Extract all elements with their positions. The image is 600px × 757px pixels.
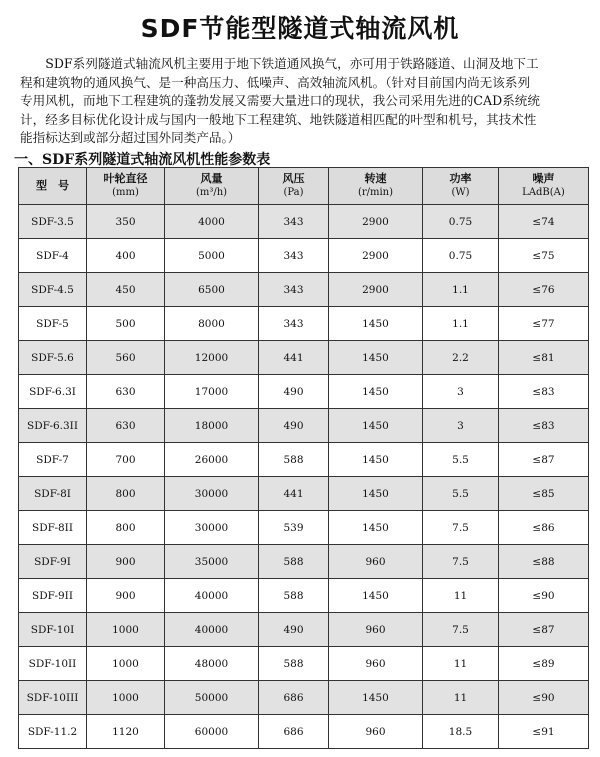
table-cell: 0.75 bbox=[423, 239, 499, 273]
table-cell: 500 bbox=[87, 307, 165, 341]
column-header-unit: (Pa) bbox=[283, 187, 304, 198]
table-row bbox=[19, 307, 589, 341]
column-header bbox=[165, 168, 259, 205]
table-cell: SDF-5.6 bbox=[19, 341, 87, 375]
table-cell: ≤76 bbox=[499, 273, 589, 307]
column-header bbox=[259, 168, 329, 205]
performance-table bbox=[18, 167, 589, 749]
column-header bbox=[19, 168, 87, 205]
table-cell: SDF-6.3I bbox=[19, 375, 87, 409]
table-cell: ≤88 bbox=[499, 545, 589, 579]
table-cell: SDF-9I bbox=[19, 545, 87, 579]
table-cell: 2.2 bbox=[423, 341, 499, 375]
table-cell: 1120 bbox=[87, 715, 165, 749]
table-cell: ≤90 bbox=[499, 579, 589, 613]
table-cell: 490 bbox=[259, 613, 329, 647]
table-cell: 4000 bbox=[165, 205, 259, 239]
table-cell: 1000 bbox=[87, 647, 165, 681]
table-cell: ≤91 bbox=[499, 715, 589, 749]
table-cell: 960 bbox=[329, 613, 423, 647]
table-row bbox=[19, 715, 589, 749]
column-header-label: 型 号 bbox=[36, 179, 69, 192]
table-header-row bbox=[19, 168, 589, 205]
intro-paragraph bbox=[20, 55, 586, 148]
table-cell: 8000 bbox=[165, 307, 259, 341]
table-cell: 11 bbox=[423, 647, 499, 681]
table-cell: ≤83 bbox=[499, 409, 589, 443]
table-cell: 7.5 bbox=[423, 511, 499, 545]
table-cell: SDF-9II bbox=[19, 579, 87, 613]
table-cell: 700 bbox=[87, 443, 165, 477]
column-header bbox=[87, 168, 165, 205]
table-cell: 560 bbox=[87, 341, 165, 375]
column-header bbox=[499, 168, 589, 205]
table-cell: ≤77 bbox=[499, 307, 589, 341]
table-cell: 630 bbox=[87, 409, 165, 443]
table-cell: 12000 bbox=[165, 341, 259, 375]
table-cell: 3 bbox=[423, 409, 499, 443]
column-header bbox=[329, 168, 423, 205]
table-cell: 2900 bbox=[329, 239, 423, 273]
table-cell: 11 bbox=[423, 681, 499, 715]
table-cell: ≤85 bbox=[499, 477, 589, 511]
table-cell: 539 bbox=[259, 511, 329, 545]
table-row bbox=[19, 579, 589, 613]
table-cell: 686 bbox=[259, 715, 329, 749]
table-cell: 588 bbox=[259, 579, 329, 613]
table-cell: 350 bbox=[87, 205, 165, 239]
table-cell: 60000 bbox=[165, 715, 259, 749]
table-cell: ≤87 bbox=[499, 443, 589, 477]
table-cell: 35000 bbox=[165, 545, 259, 579]
table-cell: ≤75 bbox=[499, 239, 589, 273]
table-cell: 343 bbox=[259, 273, 329, 307]
table-cell: 5000 bbox=[165, 239, 259, 273]
table-body bbox=[19, 205, 589, 749]
table-cell: SDF-8II bbox=[19, 511, 87, 545]
table-cell: 30000 bbox=[165, 477, 259, 511]
table-cell: ≤74 bbox=[499, 205, 589, 239]
table-cell: SDF-10II bbox=[19, 647, 87, 681]
table-cell: 5.5 bbox=[423, 443, 499, 477]
table-row bbox=[19, 273, 589, 307]
table-cell: SDF-10III bbox=[19, 681, 87, 715]
table-cell: 1450 bbox=[329, 409, 423, 443]
table-cell: ≤90 bbox=[499, 681, 589, 715]
table-row bbox=[19, 613, 589, 647]
table-cell: 6500 bbox=[165, 273, 259, 307]
table-row bbox=[19, 375, 589, 409]
table-cell: 588 bbox=[259, 647, 329, 681]
table-cell: 26000 bbox=[165, 443, 259, 477]
intro-line: 计，经多目标优化设计成与国内一般地下工程建筑、地铁隧道相匹配的叶型和机号，其技术性 bbox=[20, 111, 537, 127]
table-cell: 1450 bbox=[329, 579, 423, 613]
table-cell: 40000 bbox=[165, 613, 259, 647]
table-cell: ≤89 bbox=[499, 647, 589, 681]
table-cell: 5.5 bbox=[423, 477, 499, 511]
table-cell: ≤86 bbox=[499, 511, 589, 545]
table-cell: 800 bbox=[87, 511, 165, 545]
table-cell: 1000 bbox=[87, 613, 165, 647]
column-header-label: 功率 bbox=[449, 172, 472, 185]
table-cell: 2900 bbox=[329, 273, 423, 307]
table-cell: 11 bbox=[423, 579, 499, 613]
column-header bbox=[423, 168, 499, 205]
table-cell: 3 bbox=[423, 375, 499, 409]
table-cell: 1450 bbox=[329, 375, 423, 409]
table-cell: SDF-7 bbox=[19, 443, 87, 477]
table-cell: SDF-4 bbox=[19, 239, 87, 273]
intro-line: SDF系列隧道式轴流风机主要用于地下铁道通风换气，亦可用于铁路隧道、山洞及地下工 bbox=[45, 56, 539, 71]
column-header-label: 叶轮直径 bbox=[103, 172, 148, 185]
table-cell: 7.5 bbox=[423, 545, 499, 579]
intro-line: 专用风机，而地下工程建筑的蓬勃发展又需要大量进口的现状，我公司采用先进的CAD系统统 bbox=[20, 93, 540, 108]
table-cell: 1000 bbox=[87, 681, 165, 715]
table-row bbox=[19, 239, 589, 273]
table-cell: ≤81 bbox=[499, 341, 589, 375]
table-row bbox=[19, 477, 589, 511]
table-row bbox=[19, 545, 589, 579]
column-header-unit: LAdB(A) bbox=[522, 187, 565, 198]
table-cell: 1450 bbox=[329, 681, 423, 715]
intro-line: 能指标达到或部分超过国外同类产品。） bbox=[20, 130, 241, 145]
page-title: SDF节能型隧道式轴流风机 bbox=[140, 14, 460, 43]
table-cell: SDF-8I bbox=[19, 477, 87, 511]
table-row bbox=[19, 443, 589, 477]
table-header bbox=[19, 168, 589, 205]
table-row bbox=[19, 205, 589, 239]
table-cell: SDF-6.3II bbox=[19, 409, 87, 443]
table-cell: 441 bbox=[259, 341, 329, 375]
table-cell: SDF-10I bbox=[19, 613, 87, 647]
table-cell: 400 bbox=[87, 239, 165, 273]
section-heading: 一、SDF系列隧道式轴流风机性能参数表 bbox=[14, 152, 271, 168]
table-cell: 1450 bbox=[329, 477, 423, 511]
table-cell: 1.1 bbox=[423, 273, 499, 307]
table-row bbox=[19, 647, 589, 681]
table-cell: 630 bbox=[87, 375, 165, 409]
table-cell: 800 bbox=[87, 477, 165, 511]
table-cell: 18.5 bbox=[423, 715, 499, 749]
table-cell: 343 bbox=[259, 205, 329, 239]
table-cell: 441 bbox=[259, 477, 329, 511]
table-cell: 900 bbox=[87, 545, 165, 579]
table-cell: 0.75 bbox=[423, 205, 499, 239]
table-cell: 588 bbox=[259, 443, 329, 477]
table-row bbox=[19, 681, 589, 715]
column-header-unit: (W) bbox=[451, 187, 470, 198]
table-cell: 50000 bbox=[165, 681, 259, 715]
table-cell: 490 bbox=[259, 375, 329, 409]
table-cell: ≤83 bbox=[499, 375, 589, 409]
table-cell: 17000 bbox=[165, 375, 259, 409]
column-header-unit: (r/min) bbox=[357, 187, 394, 198]
table-cell: 7.5 bbox=[423, 613, 499, 647]
table-cell: SDF-5 bbox=[19, 307, 87, 341]
table-cell: 343 bbox=[259, 239, 329, 273]
table-row bbox=[19, 341, 589, 375]
table-cell: 1.1 bbox=[423, 307, 499, 341]
table-cell: 960 bbox=[329, 647, 423, 681]
table-cell: 588 bbox=[259, 545, 329, 579]
table-cell: 1450 bbox=[329, 341, 423, 375]
column-header-label: 转速 bbox=[364, 172, 387, 185]
column-header-label: 风量 bbox=[200, 172, 223, 185]
intro-line: 程和建筑物的通风换气、是一种高压力、低噪声、高效轴流风机。（针对目前国内尚无该系列 bbox=[20, 74, 531, 90]
table-cell: 686 bbox=[259, 681, 329, 715]
table-cell: ≤87 bbox=[499, 613, 589, 647]
table-cell: 450 bbox=[87, 273, 165, 307]
table-cell: 40000 bbox=[165, 579, 259, 613]
table-cell: SDF-3.5 bbox=[19, 205, 87, 239]
table-cell: 343 bbox=[259, 307, 329, 341]
table-cell: 960 bbox=[329, 715, 423, 749]
table-row bbox=[19, 511, 589, 545]
table-cell: 1450 bbox=[329, 511, 423, 545]
table-cell: 30000 bbox=[165, 511, 259, 545]
table-row bbox=[19, 409, 589, 443]
column-header-unit: (mm) bbox=[112, 187, 139, 198]
table-cell: SDF-11.2 bbox=[19, 715, 87, 749]
table-cell: 48000 bbox=[165, 647, 259, 681]
table-cell: 900 bbox=[87, 579, 165, 613]
table-cell: 2900 bbox=[329, 205, 423, 239]
table-cell: 490 bbox=[259, 409, 329, 443]
column-header-label: 噪声 bbox=[532, 172, 555, 185]
table-cell: SDF-4.5 bbox=[19, 273, 87, 307]
column-header-label: 风压 bbox=[282, 172, 305, 185]
table-cell: 18000 bbox=[165, 409, 259, 443]
table-cell: 1450 bbox=[329, 307, 423, 341]
table-cell: 1450 bbox=[329, 443, 423, 477]
column-header-unit: (m³/h) bbox=[195, 187, 228, 198]
table-cell: 960 bbox=[329, 545, 423, 579]
